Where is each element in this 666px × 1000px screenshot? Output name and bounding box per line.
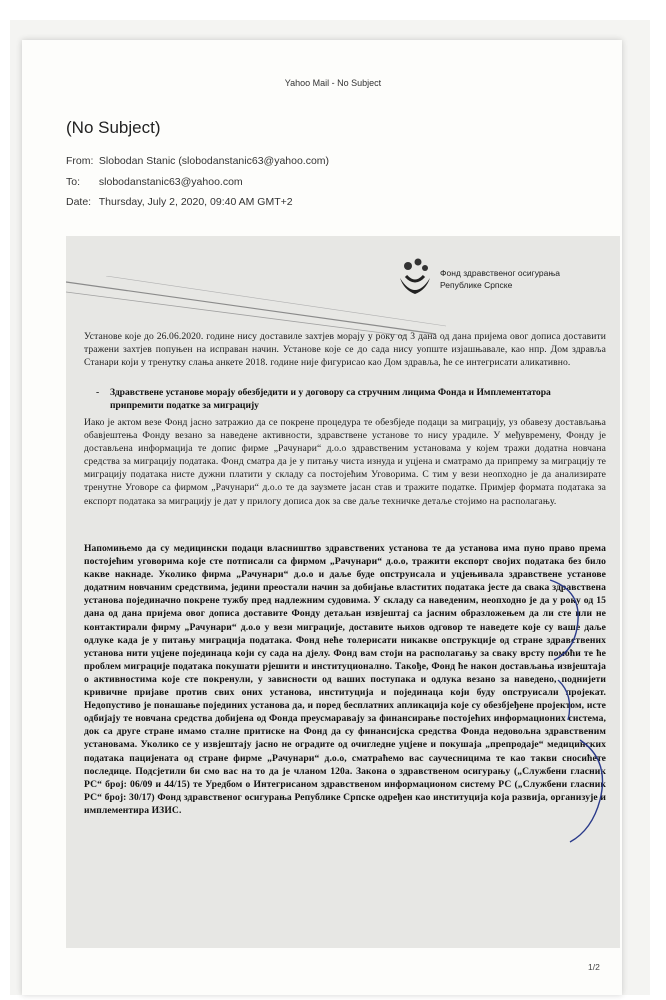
to-row	[66, 176, 243, 188]
fund-logo	[396, 254, 586, 304]
date-row	[66, 196, 293, 208]
email-subject: (No Subject)	[66, 118, 161, 137]
from-label: From:	[66, 155, 94, 167]
letter-bullet	[96, 386, 606, 412]
from-value: Slobodan Stanic (slobodanstanic63@yahoo.com)	[98, 155, 330, 167]
fund-logo-icon	[396, 256, 434, 300]
logo-text-line1: Фонд здравственог осигурања	[440, 268, 560, 278]
letter-paragraph-1: Установе које до 26.06.2020. године нису доставиле захтјев морају у року од 3 дана од дана пријема овог дописа доставити тражени захтјев попуњен на исправан начин. Установе које се до сада нису уопште изјашњавале, као нпр. Дом здравља Станари који у тренутку слања анкете 2018. године није фигурисао као Дом здравља, ће се интегрисати аликативно.	[84, 331, 606, 369]
header-diagonal-lines	[66, 276, 446, 336]
date-label: Date:	[66, 196, 92, 208]
handwritten-bracket-marks	[540, 560, 620, 880]
bullet-dash: -	[96, 387, 100, 398]
logo-text-line2: Републике Српске	[440, 280, 513, 290]
date-value: Thursday, July 2, 2020, 09:40 AM GMT+2	[98, 196, 293, 208]
scanned-letter-image	[66, 236, 620, 948]
to-label: To:	[66, 176, 81, 188]
to-value: slobodanstanic63@yahoo.com	[98, 176, 243, 188]
letter-bullet-text: Здравствене установе морају обезбједити и у договору са стручним лицима Фонда и Имплементатора припремити податке за миграцију	[110, 387, 551, 411]
page-number: 1/2	[588, 962, 600, 972]
letter-paragraph-3: Напомињемо да су медицински подаци власништво здравствених установа те да установа има пуно право према постојећим уговорима које сте потписали са фирмом „Рачунари“ д.о.о, тражити експорт својих података без било какве накнаде. Уколико фирма „Рачунари“ д.о.о и даље буде опструисала и уцјењивала здравствене установе додатним новчаним средствима, једини преостали начин за добијање властитих података јесте да свака здравствена установа појединачно покрене тужбу пред надлежним судовима. У складу са наведеним, неопходно је да у року од 15 дана од дана пријема овог дописа доставите Фонду детаљан извјештај са јасним образложењем да ли сте или не контактирали фирму „Рачунари“ д.о.о у вези миграције, доставите њихов одговор те наведете које су ваше даље одлуке када је у питању миграција података. Фонд неће толерисати никакве опструкције од стране здравствених установа нити уцјене појединаца који су сада на дјелу. Фонд вам стоји на располагању за сваку врсту помоћи те ће проблем миграције података покушати рјешити и институционално. Такође, Фонд ће након достављања извјештаја о активностима које сте покренули, у зависности од ваших поступака и одлука везано за наведено, поднијети кривичне пријаве против свих оних установа, институција и појединаца који буду опструисали пројекат. Недопустиво је понашање појединих установа да, и поред бесплатних апликација које су обезбјеђене пројектом, исте одбијају те новчана средства добијена од Фонда преусмаравају за финансирање постојећих информационих система, док са друге стране имамо сталне притиске на Фонд да су финансијска средства Фонда недовољна здравственим установама. Уколико се у извјештају јасно не оградите од очигледне уцјене и покушаја „препродаје“ медицинских података пацијената од стране фирме „Рачунари“ д.о.о, сматраћемо вас саучесницима те као такви сносићете последице. Подсјетили би смо вас на то да је чланом 120а. Закона о здравственом осигурању („Службени гласник РС“ број: 06/09 и 44/15) те Уредбом о Интегрисаном здравственом информационом систему РС („Службени гласник РС“ број: 30/17) Фонд здравственог осигурања Републике Српске одређен као институција која развија, организује и имплементира ИЗИС.	[84, 543, 606, 816]
from-row	[66, 155, 329, 167]
letter-paragraph-2: Иако је актом вeзe Фонд јасно затражио да се покрене процедура те обезбједе подаци за миграцију, уз обавезу достављања обавјештења Фонду везано за наведене активности, здравствене установе то нису урадиле. У међувремену, Фонду је достављена информација те допис фирме „Рачунари“ д.о.о здравственим установама у којем тражи додатна новчана средства за миграцију података. Фонд сматра да је у питању чиста изнуда и уцјена и сматрамо да припрему за миграцију те миграцију података нисте дужни платити у складу са постојећим Уговорима. С тим у вези неопходно је да анализирате тренутне Уговоре са фирмом „Рачунари“ д.о.о те да заузмете јасан став и тражите податке. Примјер формата података за експорт података за миграцију је дат у прилогу дописа док за све даље техничке детаље стојимо на располагању.	[84, 417, 606, 507]
window-title: Yahoo Mail - No Subject	[284, 78, 382, 88]
